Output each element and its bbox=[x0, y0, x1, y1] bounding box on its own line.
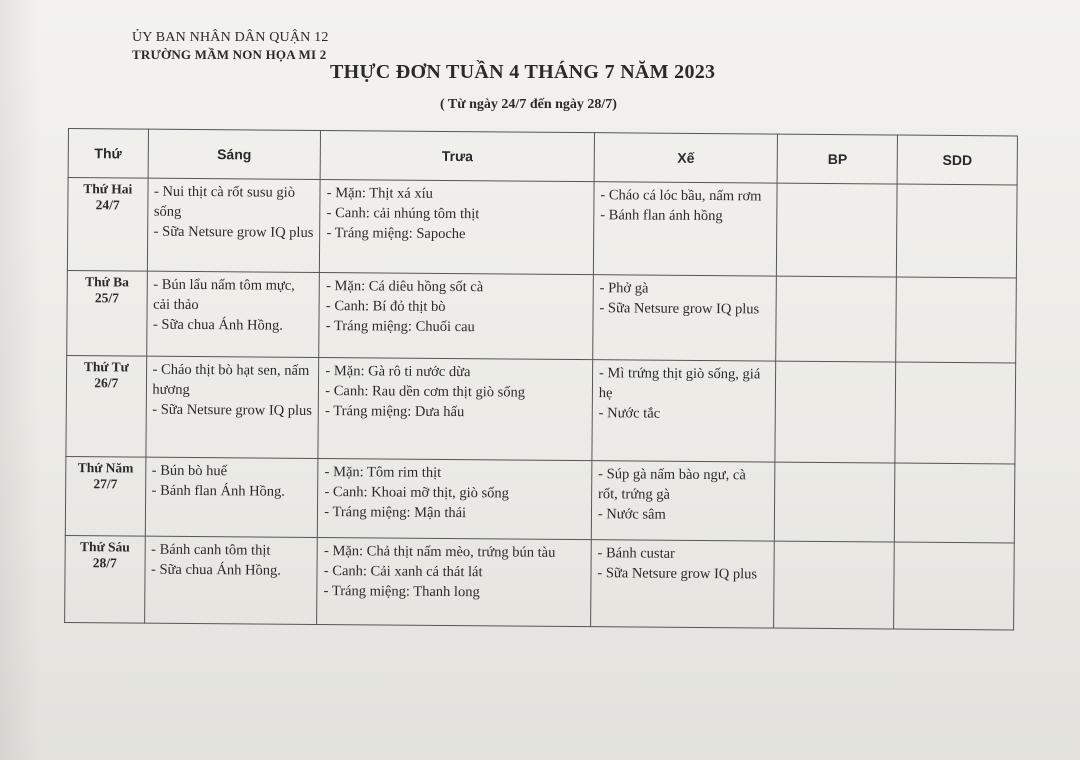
day-name: Thứ Hai bbox=[83, 181, 133, 197]
trua-cell bbox=[318, 458, 592, 539]
sdd-cell bbox=[894, 463, 1014, 543]
bp-cell bbox=[777, 183, 898, 277]
sdd-cell bbox=[894, 542, 1015, 630]
menu-item: - Phở gà bbox=[599, 280, 649, 297]
menu-item: - Canh: Bí đỏ thịt bò bbox=[325, 298, 446, 315]
table-row bbox=[65, 535, 1015, 629]
menu-item: - Nước sâm bbox=[597, 506, 666, 523]
menu-item: - Tráng miệng: Sapoche bbox=[326, 225, 466, 243]
xe-cell bbox=[592, 360, 776, 462]
menu-item: - Sữa Netsure grow IQ plus bbox=[597, 565, 758, 583]
menu-item: - Mặn: Thịt xá xíu bbox=[326, 185, 433, 202]
bp-cell bbox=[775, 462, 895, 542]
menu-item: - Bún lẩu nấm tôm mực, cải thảo bbox=[153, 276, 295, 314]
day-cell bbox=[65, 456, 145, 536]
day-date: 27/7 bbox=[93, 476, 118, 492]
xe-cell bbox=[591, 461, 775, 541]
menu-item: - Canh: Cải xanh cá thát lát bbox=[323, 563, 483, 581]
menu-item: - Sữa Netsure grow IQ plus bbox=[152, 401, 313, 419]
menu-item: - Nui thịt cà rốt susu giò sống bbox=[153, 183, 296, 220]
sdd-cell bbox=[895, 362, 1016, 464]
menu-item: - Canh: cải nhúng tôm thịt bbox=[326, 205, 480, 223]
table-row bbox=[65, 456, 1015, 542]
menu-item: - Mì trứng thịt giò sống, giá hẹ bbox=[598, 365, 761, 402]
menu-item: - Mặn: Gà rô ti nước dừa bbox=[325, 363, 471, 381]
header-sang: Sáng bbox=[148, 129, 321, 179]
menu-item: - Mặn: Chả thịt nấm mèo, trứng bún tàu bbox=[323, 543, 556, 561]
weekly-menu-table bbox=[64, 128, 1018, 630]
menu-item: - Bánh flan Ánh Hồng. bbox=[151, 482, 286, 500]
trua-cell bbox=[317, 537, 591, 626]
menu-item: - Tráng miệng: Mận thái bbox=[324, 504, 467, 522]
day-name: Thứ Năm bbox=[77, 460, 134, 476]
table-row bbox=[67, 270, 1017, 362]
day-date: 26/7 bbox=[94, 375, 119, 391]
menu-item: - Nước tắc bbox=[598, 405, 661, 422]
menu-item: - Cháo cá lóc bầu, nấm rơm bbox=[600, 187, 762, 205]
menu-item: - Sữa Netsure grow IQ plus bbox=[153, 223, 314, 241]
header-sdd: SDD bbox=[897, 135, 1017, 185]
header-bp: BP bbox=[777, 134, 897, 184]
sang-cell bbox=[144, 536, 318, 624]
menu-item: - Tráng miệng: Thanh long bbox=[323, 583, 480, 601]
page-title: THỰC ĐƠN TUẦN 4 THÁNG 7 NĂM 2023 bbox=[330, 61, 716, 83]
xe-cell bbox=[591, 540, 775, 628]
trua-cell bbox=[320, 179, 594, 274]
day-cell bbox=[67, 178, 147, 272]
sang-cell bbox=[146, 271, 319, 357]
menu-item: - Canh: Khoai mỡ thịt, giò sống bbox=[324, 484, 510, 502]
school-name: TRƯỜNG MẦM NON HỌA MI 2 bbox=[132, 47, 327, 62]
menu-item: - Bánh canh tôm thịt bbox=[151, 541, 271, 559]
paper-shadow bbox=[0, 0, 40, 760]
menu-item: - Mặn: Cá diêu hồng sốt cà bbox=[326, 278, 484, 296]
menu-item: - Sữa Netsure grow IQ plus bbox=[599, 300, 760, 318]
day-name: Thứ Sáu bbox=[80, 539, 130, 555]
sang-cell bbox=[145, 457, 318, 537]
table-row bbox=[67, 178, 1017, 278]
menu-item: - Bún bò huế bbox=[151, 462, 228, 480]
bp-cell bbox=[775, 361, 896, 463]
day-name: Thứ Tư bbox=[83, 359, 129, 375]
xe-cell bbox=[593, 275, 777, 361]
bp-cell bbox=[776, 276, 896, 362]
menu-item: - Cháo thịt bò hạt sen, nấm hương bbox=[152, 361, 310, 398]
menu-item: - Bánh flan ánh hồng bbox=[600, 207, 723, 225]
trua-cell bbox=[319, 272, 593, 359]
menu-item: - Canh: Rau dền cơm thịt giò sống bbox=[325, 383, 526, 401]
trua-cell bbox=[318, 357, 592, 460]
menu-item: - Sữa chua Ánh Hồng. bbox=[152, 316, 283, 334]
day-cell bbox=[66, 355, 146, 457]
header-trua: Trưa bbox=[320, 130, 594, 181]
day-date: 28/7 bbox=[92, 555, 117, 571]
day-cell bbox=[65, 535, 145, 623]
table-row bbox=[66, 355, 1016, 463]
bp-cell bbox=[774, 541, 894, 629]
header-xe: Xế bbox=[594, 133, 778, 183]
menu-item: - Mặn: Tôm rim thịt bbox=[324, 464, 442, 481]
day-cell bbox=[67, 270, 147, 356]
menu-item: - Tráng miệng: Dưa hấu bbox=[325, 403, 465, 421]
menu-item: - Bánh custar bbox=[597, 545, 675, 562]
org-name: ỦY BAN NHÂN DÂN QUẬN 12 bbox=[132, 30, 329, 45]
sdd-cell bbox=[897, 184, 1018, 278]
header-thu: Thứ bbox=[68, 129, 148, 179]
date-range-subtitle: ( Từ ngày 24/7 đến ngày 28/7) bbox=[440, 97, 617, 112]
xe-cell bbox=[593, 182, 777, 276]
sang-cell bbox=[147, 178, 321, 272]
sang-cell bbox=[145, 356, 319, 458]
menu-item: - Tráng miệng: Chuối cau bbox=[325, 318, 475, 336]
menu-item: - Sữa chua Ánh Hồng. bbox=[150, 561, 281, 579]
day-date: 25/7 bbox=[94, 290, 119, 306]
day-date: 24/7 bbox=[95, 197, 120, 213]
menu-item: - Súp gà nấm bào ngư, cà rốt, trứng gà bbox=[597, 466, 746, 503]
sdd-cell bbox=[896, 277, 1017, 363]
table-header-row bbox=[68, 129, 1017, 185]
day-name: Thứ Ba bbox=[85, 274, 129, 290]
